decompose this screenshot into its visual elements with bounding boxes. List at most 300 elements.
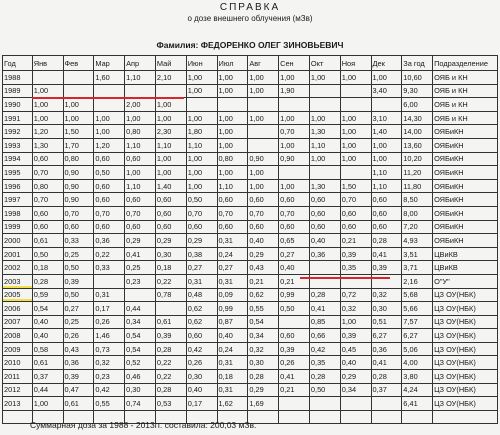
monthly-dose-cell: 1,80 — [186, 125, 217, 139]
monthly-dose-cell: 0,46 — [125, 370, 156, 384]
monthly-dose-cell: 0,55 — [94, 397, 125, 411]
monthly-dose-cell — [125, 84, 156, 98]
monthly-dose-cell — [279, 397, 310, 411]
year-cell — [3, 410, 33, 424]
monthly-dose-cell — [125, 288, 156, 302]
monthly-dose-cell: 0,60 — [371, 220, 402, 234]
monthly-dose-cell: 1,00 — [94, 111, 125, 125]
monthly-dose-cell: 0,39 — [340, 329, 371, 343]
monthly-dose-cell — [340, 84, 371, 98]
monthly-dose-cell: 0,30 — [371, 302, 402, 316]
annual-total-cell: 5,06 — [402, 342, 433, 356]
table-row — [3, 71, 498, 85]
annual-total-cell: 4,24 — [402, 383, 433, 397]
monthly-dose-cell: 0,52 — [125, 356, 156, 370]
monthly-dose-cell: 0,72 — [340, 288, 371, 302]
table-row — [3, 234, 498, 248]
monthly-dose-cell: 1,00 — [248, 111, 279, 125]
monthly-dose-cell: 0,60 — [217, 220, 248, 234]
monthly-dose-cell: 0,42 — [309, 342, 340, 356]
monthly-dose-cell: 1,40 — [155, 179, 186, 193]
department-cell: ОЯБиКН — [433, 166, 498, 180]
monthly-dose-cell: 0,90 — [63, 179, 94, 193]
monthly-dose-cell: 1,00 — [309, 152, 340, 166]
monthly-dose-cell: 1,00 — [155, 152, 186, 166]
department-cell: ОЯБиКН — [433, 125, 498, 139]
monthly-dose-cell: 0,31 — [217, 383, 248, 397]
table-row — [3, 274, 498, 288]
monthly-dose-cell: 0,60 — [94, 152, 125, 166]
annual-total-cell: 10,60 — [402, 71, 433, 85]
monthly-dose-cell: 0,30 — [155, 247, 186, 261]
monthly-dose-cell: 1,00 — [217, 111, 248, 125]
column-header: Май — [155, 56, 186, 71]
annual-total-cell: 14,00 — [402, 125, 433, 139]
monthly-dose-cell: 0,34 — [125, 315, 156, 329]
monthly-dose-cell: 0,60 — [248, 220, 279, 234]
monthly-dose-cell: 0,40 — [217, 329, 248, 343]
monthly-dose-cell: 0,60 — [32, 206, 63, 220]
monthly-dose-cell — [94, 84, 125, 98]
monthly-dose-cell: 1,00 — [125, 166, 156, 180]
monthly-dose-cell: 1,50 — [340, 179, 371, 193]
column-header: Год — [3, 56, 33, 71]
monthly-dose-cell: 0,41 — [279, 370, 310, 384]
monthly-dose-cell: 0,60 — [217, 193, 248, 207]
monthly-dose-cell: 0,60 — [186, 220, 217, 234]
monthly-dose-cell: 3,10 — [371, 111, 402, 125]
monthly-dose-cell: 0,51 — [371, 315, 402, 329]
monthly-dose-cell: 0,60 — [94, 179, 125, 193]
monthly-dose-cell: 0,40 — [340, 356, 371, 370]
year-cell: 2008 — [3, 329, 33, 343]
monthly-dose-cell: 6,27 — [371, 329, 402, 343]
monthly-dose-cell: 0,61 — [32, 356, 63, 370]
monthly-dose-cell: 1,10 — [125, 138, 156, 152]
monthly-dose-cell: 0,26 — [279, 356, 310, 370]
annual-total-cell: 10,20 — [402, 152, 433, 166]
monthly-dose-cell: 1,10 — [125, 179, 156, 193]
monthly-dose-cell — [309, 84, 340, 98]
monthly-dose-cell: 0,60 — [155, 206, 186, 220]
monthly-dose-cell: 0,85 — [309, 315, 340, 329]
monthly-dose-cell: 0,29 — [340, 370, 371, 384]
annual-total-cell: 7,57 — [402, 315, 433, 329]
column-header: Ноя — [340, 56, 371, 71]
monthly-dose-cell: 0,73 — [94, 342, 125, 356]
monthly-dose-cell: 2,30 — [155, 125, 186, 139]
monthly-dose-cell — [309, 98, 340, 112]
monthly-dose-cell: 0,59 — [32, 288, 63, 302]
monthly-dose-cell: 0,41 — [371, 356, 402, 370]
monthly-dose-cell: 1,70 — [63, 138, 94, 152]
year-cell: 1994 — [3, 152, 33, 166]
monthly-dose-cell: 0,22 — [94, 247, 125, 261]
department-cell: ОЯБиКН — [433, 206, 498, 220]
table-row — [3, 206, 498, 220]
monthly-dose-cell: 0,60 — [32, 220, 63, 234]
column-header: Дек — [371, 56, 402, 71]
monthly-dose-cell: 1,10 — [217, 179, 248, 193]
department-cell: ЦЗ ОУ(НБК) — [433, 329, 498, 343]
monthly-dose-cell: 1,90 — [279, 84, 310, 98]
monthly-dose-cell: 1,00 — [186, 179, 217, 193]
monthly-dose-cell: 0,32 — [340, 302, 371, 316]
monthly-dose-cell: 0,29 — [125, 234, 156, 248]
table-row — [3, 342, 498, 356]
monthly-dose-cell: 0,28 — [155, 342, 186, 356]
dose-table — [2, 55, 498, 424]
monthly-dose-cell: 0,70 — [279, 206, 310, 220]
monthly-dose-cell: 0,21 — [340, 234, 371, 248]
monthly-dose-cell — [63, 71, 94, 85]
monthly-dose-cell: 1,00 — [186, 152, 217, 166]
monthly-dose-cell: 0,45 — [340, 342, 371, 356]
monthly-dose-cell: 0,25 — [63, 315, 94, 329]
year-cell: 1999 — [3, 220, 33, 234]
table-body — [3, 71, 498, 424]
monthly-dose-cell: 1,00 — [248, 71, 279, 85]
monthly-dose-cell: 1,00 — [248, 166, 279, 180]
monthly-dose-cell: 1,00 — [217, 125, 248, 139]
monthly-dose-cell — [279, 410, 310, 424]
department-cell: ЦЗ ОУ(НБК) — [433, 397, 498, 411]
monthly-dose-cell: 0,31 — [217, 234, 248, 248]
department-cell: ОЯБ и КН — [433, 71, 498, 85]
monthly-dose-cell: 0,40 — [279, 261, 310, 275]
monthly-dose-cell: 0,31 — [94, 288, 125, 302]
monthly-dose-cell: 0,17 — [186, 397, 217, 411]
monthly-dose-cell: 0,78 — [155, 288, 186, 302]
monthly-dose-cell — [248, 125, 279, 139]
monthly-dose-cell — [340, 166, 371, 180]
monthly-dose-cell: 0,31 — [217, 274, 248, 288]
monthly-dose-cell: 0,70 — [217, 206, 248, 220]
monthly-dose-cell: 0,36 — [94, 234, 125, 248]
monthly-dose-cell: 0,55 — [248, 302, 279, 316]
year-cell: 1996 — [3, 179, 33, 193]
monthly-dose-cell: 0,60 — [32, 152, 63, 166]
monthly-dose-cell: 0,53 — [155, 397, 186, 411]
annual-total-cell: 5,68 — [402, 288, 433, 302]
monthly-dose-cell: 1,00 — [186, 84, 217, 98]
monthly-dose-cell: 0,41 — [371, 247, 402, 261]
monthly-dose-cell: 1,00 — [186, 71, 217, 85]
monthly-dose-cell: 0,28 — [371, 370, 402, 384]
monthly-dose-cell: 0,54 — [125, 342, 156, 356]
monthly-dose-cell: 0,54 — [32, 302, 63, 316]
annual-total-cell: 3,71 — [402, 261, 433, 275]
department-cell: ОЯБ и КН — [433, 84, 498, 98]
department-cell: ОЯБиКН — [433, 193, 498, 207]
table-row — [3, 111, 498, 125]
monthly-dose-cell: 0,70 — [125, 206, 156, 220]
department-cell: ОЯБ и КН — [433, 98, 498, 112]
table-row — [3, 152, 498, 166]
monthly-dose-cell: 0,29 — [186, 234, 217, 248]
monthly-dose-cell: 0,60 — [279, 193, 310, 207]
monthly-dose-cell: 1,20 — [32, 125, 63, 139]
monthly-dose-cell: 1,00 — [32, 111, 63, 125]
table-row — [3, 397, 498, 411]
monthly-dose-cell — [217, 98, 248, 112]
monthly-dose-cell: 0,33 — [63, 234, 94, 248]
monthly-dose-cell: 1,20 — [94, 138, 125, 152]
monthly-dose-cell: 0,33 — [94, 261, 125, 275]
monthly-dose-cell — [371, 98, 402, 112]
department-cell: ЦЗ ОУ(НБК) — [433, 288, 498, 302]
monthly-dose-cell: 0,43 — [63, 342, 94, 356]
table-row — [3, 315, 498, 329]
monthly-dose-cell: 1,50 — [63, 125, 94, 139]
annual-total-cell: 8,00 — [402, 206, 433, 220]
monthly-dose-cell: 0,60 — [279, 329, 310, 343]
monthly-dose-cell: 0,40 — [186, 383, 217, 397]
table-row — [3, 356, 498, 370]
monthly-dose-cell: 0,37 — [32, 370, 63, 384]
monthly-dose-cell: 1,30 — [309, 179, 340, 193]
column-header: Июн — [186, 56, 217, 71]
monthly-dose-cell: 0,60 — [279, 220, 310, 234]
column-header: Фев — [63, 56, 94, 71]
monthly-dose-cell: 0,35 — [340, 261, 371, 275]
monthly-dose-cell: 0,31 — [217, 356, 248, 370]
annual-total-cell: 5,66 — [402, 302, 433, 316]
monthly-dose-cell: 0,18 — [32, 261, 63, 275]
annual-total-cell — [402, 410, 433, 424]
monthly-dose-cell — [309, 397, 340, 411]
monthly-dose-cell: 0,66 — [309, 329, 340, 343]
monthly-dose-cell: 0,80 — [32, 179, 63, 193]
monthly-dose-cell: 0,70 — [340, 193, 371, 207]
monthly-dose-cell: 0,70 — [94, 206, 125, 220]
monthly-dose-cell: 1,00 — [279, 138, 310, 152]
monthly-dose-cell: 0,60 — [125, 220, 156, 234]
monthly-dose-cell: 0,26 — [63, 329, 94, 343]
monthly-dose-cell: 0,70 — [279, 125, 310, 139]
monthly-dose-cell: 0,70 — [32, 166, 63, 180]
department-cell: ОЯБиКН — [433, 138, 498, 152]
table-row — [3, 98, 498, 112]
monthly-dose-cell: 1,00 — [340, 152, 371, 166]
year-cell: 1988 — [3, 71, 33, 85]
monthly-dose-cell: 1,00 — [371, 138, 402, 152]
monthly-dose-cell: 0,44 — [125, 302, 156, 316]
monthly-dose-cell: 1,00 — [217, 71, 248, 85]
annual-total-cell: 6,41 — [402, 397, 433, 411]
monthly-dose-cell: 0,61 — [63, 397, 94, 411]
monthly-dose-cell — [340, 397, 371, 411]
monthly-dose-cell: 1,00 — [217, 138, 248, 152]
monthly-dose-cell: 1,00 — [279, 179, 310, 193]
table-row — [3, 261, 498, 275]
monthly-dose-cell: 1,00 — [248, 84, 279, 98]
department-cell: ЦЗ ОУ(НБК) — [433, 383, 498, 397]
monthly-dose-cell: 0,54 — [125, 329, 156, 343]
monthly-dose-cell: 0,40 — [248, 234, 279, 248]
monthly-dose-cell: 0,80 — [125, 125, 156, 139]
monthly-dose-cell: 0,90 — [279, 152, 310, 166]
department-cell: ОЯБиКН — [433, 220, 498, 234]
annual-total-cell: 3,80 — [402, 370, 433, 384]
monthly-dose-cell: 1,40 — [371, 125, 402, 139]
year-cell: 2003 — [3, 274, 33, 288]
monthly-dose-cell: 1,00 — [94, 125, 125, 139]
year-cell: 2001 — [3, 247, 33, 261]
column-header: За год — [402, 56, 433, 71]
monthly-dose-cell: 0,99 — [217, 302, 248, 316]
monthly-dose-cell: 1,00 — [248, 179, 279, 193]
monthly-dose-cell: 0,29 — [248, 247, 279, 261]
monthly-dose-cell: 0,21 — [248, 274, 279, 288]
monthly-dose-cell: 0,42 — [94, 383, 125, 397]
monthly-dose-cell: 0,24 — [217, 247, 248, 261]
monthly-dose-cell: 1,00 — [63, 98, 94, 112]
monthly-dose-cell — [186, 98, 217, 112]
monthly-dose-cell — [94, 98, 125, 112]
person-name: Фамилия: ФЕДОРЕНКО ОЛЕГ ЗИНОВЬЕВИЧ — [156, 40, 344, 50]
monthly-dose-cell: 0,28 — [309, 288, 340, 302]
department-cell: ЦЗ ОУ(НБК) — [433, 356, 498, 370]
department-cell: ЦВиКВ — [433, 247, 498, 261]
monthly-dose-cell: 0,41 — [125, 247, 156, 261]
monthly-dose-cell: 1,00 — [32, 98, 63, 112]
monthly-dose-cell: 0,28 — [248, 370, 279, 384]
monthly-dose-cell — [309, 410, 340, 424]
monthly-dose-cell: 0,28 — [32, 274, 63, 288]
monthly-dose-cell — [309, 166, 340, 180]
monthly-dose-cell: 0,17 — [94, 302, 125, 316]
table-row — [3, 370, 498, 384]
monthly-dose-cell: 0,39 — [279, 342, 310, 356]
department-cell: ЦЗ ОУ(НБК) — [433, 342, 498, 356]
monthly-dose-cell: 1,60 — [94, 71, 125, 85]
monthly-dose-cell: 0,60 — [371, 193, 402, 207]
monthly-dose-cell: 0,39 — [63, 370, 94, 384]
monthly-dose-cell: 0,60 — [94, 193, 125, 207]
monthly-dose-cell: 0,70 — [63, 206, 94, 220]
monthly-dose-cell: 1,00 — [186, 166, 217, 180]
monthly-dose-cell: 0,40 — [309, 234, 340, 248]
monthly-dose-cell: 1,00 — [32, 84, 63, 98]
monthly-dose-cell: 0,62 — [186, 315, 217, 329]
year-cell: 1998 — [3, 206, 33, 220]
annual-total-cell: 6,00 — [402, 98, 433, 112]
monthly-dose-cell: 0,44 — [32, 383, 63, 397]
year-cell: 2012 — [3, 383, 33, 397]
monthly-dose-cell: 0,87 — [217, 315, 248, 329]
monthly-dose-cell: 1,00 — [186, 111, 217, 125]
monthly-dose-cell: 1,00 — [340, 315, 371, 329]
year-cell: 1990 — [3, 98, 33, 112]
monthly-dose-cell — [94, 274, 125, 288]
monthly-dose-cell: 0,90 — [63, 166, 94, 180]
column-header: Окт — [309, 56, 340, 71]
monthly-dose-cell — [248, 98, 279, 112]
monthly-dose-cell: 1,46 — [94, 329, 125, 343]
monthly-dose-cell: 0,50 — [279, 302, 310, 316]
table-row — [3, 166, 498, 180]
year-cell: 1997 — [3, 193, 33, 207]
monthly-dose-cell: 1,10 — [186, 138, 217, 152]
monthly-dose-cell: 0,09 — [217, 288, 248, 302]
monthly-dose-cell: 0,24 — [217, 342, 248, 356]
monthly-dose-cell: 0,32 — [248, 342, 279, 356]
department-cell: ОЯБ и КН — [433, 111, 498, 125]
monthly-dose-cell: 0,21 — [279, 383, 310, 397]
monthly-dose-cell: 0,37 — [371, 383, 402, 397]
annual-total-cell: 6,27 — [402, 329, 433, 343]
monthly-dose-cell — [279, 166, 310, 180]
monthly-dose-cell: 0,50 — [94, 166, 125, 180]
monthly-dose-cell: 0,26 — [94, 315, 125, 329]
monthly-dose-cell: 1,30 — [32, 138, 63, 152]
monthly-dose-cell: 0,60 — [125, 193, 156, 207]
monthly-dose-cell: 1,00 — [371, 152, 402, 166]
monthly-dose-cell: 0,60 — [248, 193, 279, 207]
monthly-dose-cell: 0,60 — [186, 329, 217, 343]
monthly-dose-cell: 0,36 — [371, 342, 402, 356]
monthly-dose-cell: 0,50 — [63, 261, 94, 275]
monthly-dose-cell: 0,50 — [186, 193, 217, 207]
department-cell — [433, 410, 498, 424]
department-cell: ОЯБиКН — [433, 179, 498, 193]
year-cell: 1991 — [3, 111, 33, 125]
column-header: Янв — [32, 56, 63, 71]
monthly-dose-cell: 0,61 — [155, 315, 186, 329]
table-row — [3, 179, 498, 193]
department-cell: ЦВиКВ — [433, 261, 498, 275]
column-header: Подразделение — [433, 56, 498, 71]
monthly-dose-cell — [155, 302, 186, 316]
monthly-dose-cell: 1,00 — [32, 397, 63, 411]
monthly-dose-cell: 2,10 — [155, 71, 186, 85]
monthly-dose-cell: 0,30 — [125, 383, 156, 397]
monthly-dose-cell: 0,62 — [248, 288, 279, 302]
monthly-dose-cell: 2,00 — [125, 98, 156, 112]
monthly-dose-cell: 0,65 — [279, 234, 310, 248]
column-header: Сен — [279, 56, 310, 71]
monthly-dose-cell — [32, 71, 63, 85]
monthly-dose-cell: 0,60 — [340, 220, 371, 234]
monthly-dose-cell: 0,70 — [32, 193, 63, 207]
annual-total-cell: 8,50 — [402, 193, 433, 207]
monthly-dose-cell: 0,38 — [186, 247, 217, 261]
department-cell: ОЯБиКН — [433, 152, 498, 166]
monthly-dose-cell: 0,30 — [248, 356, 279, 370]
monthly-dose-cell: 0,70 — [248, 206, 279, 220]
monthly-dose-cell: 1,10 — [371, 166, 402, 180]
monthly-dose-cell: 1,00 — [309, 71, 340, 85]
annual-total-cell: 13,60 — [402, 138, 433, 152]
year-cell: 2009 — [3, 342, 33, 356]
year-cell: 2005 — [3, 288, 33, 302]
table-row — [3, 193, 498, 207]
monthly-dose-cell: 0,30 — [186, 370, 217, 384]
annual-total-cell: 3,51 — [402, 247, 433, 261]
monthly-dose-cell: 0,60 — [371, 206, 402, 220]
annual-total-cell: 14,30 — [402, 111, 433, 125]
year-cell: 2002 — [3, 261, 33, 275]
monthly-dose-cell: 0,28 — [309, 370, 340, 384]
monthly-dose-cell: 0,40 — [32, 329, 63, 343]
monthly-dose-cell: 0,22 — [155, 370, 186, 384]
monthly-dose-cell: 0,60 — [309, 220, 340, 234]
monthly-dose-cell: 0,60 — [309, 193, 340, 207]
monthly-dose-cell: 1,00 — [155, 166, 186, 180]
monthly-dose-cell: 1,00 — [125, 111, 156, 125]
monthly-dose-cell: 0,60 — [309, 206, 340, 220]
